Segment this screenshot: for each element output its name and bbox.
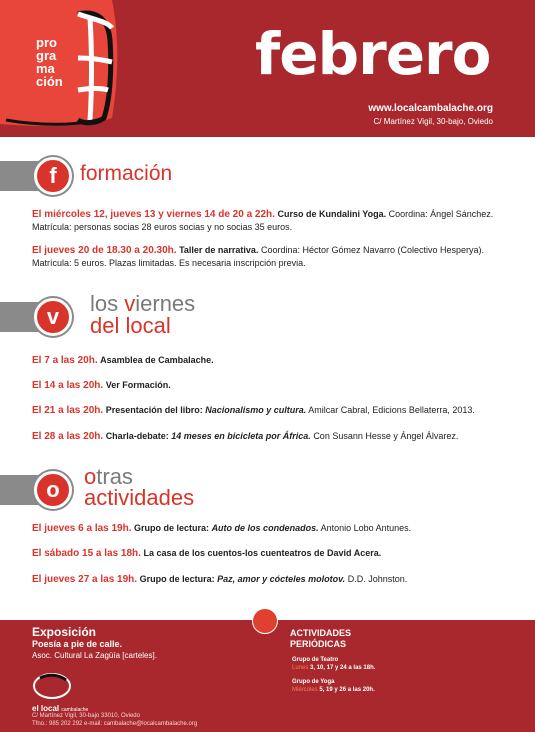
title-part: iernes — [135, 291, 196, 316]
event-details: Amilcar Cabral, Edicions Bellaterra, 2013. — [308, 405, 475, 415]
actividades-periodicas-title — [290, 628, 351, 650]
event-work-title: 14 meses en bicicleta por África. — [171, 431, 311, 441]
viernes-item — [32, 404, 512, 417]
el-local-name — [32, 704, 88, 713]
otras-title-line2: actividades — [84, 485, 195, 510]
schedule-dates: 3, 10, 17 y 24 a las 18h. — [310, 665, 376, 671]
event-date: El 14 a las 20h. — [32, 380, 104, 391]
header-banner — [0, 0, 535, 137]
prog-line: gra — [36, 48, 57, 63]
event-work-title: Nacionalismo y cultura. — [205, 405, 307, 415]
schedule-day: Lunes — [292, 665, 309, 671]
formacion-title: formación — [80, 162, 173, 185]
event-details: Coordina: Héctor Gómez Navarro (Colectivo Hesperya). Matrícula: 5 euros. Plazas limitadas. Es necesaria inscripción previa. — [32, 245, 485, 268]
exposicion-organizer: Asoc. Cultural La Zagüía [carteles]. — [32, 651, 157, 660]
formacion-item — [32, 208, 512, 234]
title-line: PERIÓDICAS — [290, 639, 347, 649]
title-part: tras — [96, 464, 133, 489]
formacion-badge: f — [34, 157, 72, 195]
event-title: Curso de Kundalini Yoga. — [277, 209, 387, 219]
local-tag: cambalache — [61, 707, 89, 713]
viernes-badge: v — [34, 298, 72, 336]
local-address: C/ Martínez Vigil, 30-bajo 33010, Oviedo — [32, 713, 140, 719]
teatro-schedule — [292, 665, 375, 671]
website-link[interactable]: www.localcambalache.org — [368, 103, 493, 114]
event-details: Antonio Lobo Antunes. — [320, 523, 412, 533]
prog-line: ción — [36, 74, 63, 89]
event-title: Asamblea de Cambalache. — [100, 355, 214, 365]
local-contact: Tfno.: 985 202 292 e-mail: cambalache@localcambalache.org — [32, 721, 198, 727]
otras-item — [32, 547, 512, 560]
title-line: ACTIVIDADES — [290, 628, 352, 638]
otras-item — [32, 573, 512, 586]
otras-item — [32, 522, 512, 535]
el-local-logo-icon — [30, 668, 74, 702]
event-title: Taller de narrativa. — [179, 245, 259, 255]
event-date: El jueves 20 de 18.30 a 20.30h. — [32, 245, 177, 256]
event-date: El 21 a las 20h. — [32, 405, 104, 416]
viernes-item — [32, 379, 512, 392]
header-address: C/ Martínez Vigil, 30-bajo, Oviedo — [373, 117, 493, 126]
viernes-item — [32, 430, 512, 443]
formacion-item — [32, 244, 512, 270]
event-date: El 28 a las 20h. — [32, 431, 104, 442]
title-part: los — [90, 291, 125, 316]
event-title: Presentación del libro: — [105, 405, 203, 415]
local-name-text: el local — [32, 704, 60, 713]
exposicion-title: Exposición — [32, 625, 97, 639]
section-formacion-header — [0, 157, 535, 197]
title-part: v — [124, 291, 136, 316]
event-details: D.D. Johnston. — [347, 574, 408, 584]
teatro-label: Grupo de Teatro — [292, 657, 339, 663]
viernes-item — [32, 354, 512, 367]
yoga-label: Grupo de Yoga — [292, 679, 335, 685]
programacion-text — [36, 36, 63, 88]
event-title: Grupo de lectura: — [139, 574, 215, 584]
prog-line: pro — [36, 35, 57, 50]
event-title: Ver Formación. — [105, 380, 171, 390]
viernes-title-line2: del local — [90, 313, 171, 338]
programacion-logo — [0, 0, 125, 137]
section-otras-header — [0, 465, 535, 515]
event-work-title: Paz, amor y cócteles molotov. — [217, 574, 346, 584]
event-details: Coordina: Ángel Sánchez. Matrícula: personas socias 28 euros socias y no socias 35 euros. — [32, 209, 494, 232]
prog-line: ma — [36, 61, 55, 76]
event-title: La casa de los cuentos-los cuenteatros de David Acera. — [143, 548, 382, 558]
event-date: El jueves 6 a las 19h. — [32, 523, 132, 534]
event-details: Con Susann Hesse y Ángel Álvarez. — [313, 431, 459, 441]
schedule-dates: 5, 19 y 26 a las 20h. — [319, 687, 375, 693]
event-date: El jueves 27 a las 19h. — [32, 574, 138, 585]
yoga-schedule — [292, 687, 375, 693]
section-viernes-header — [0, 292, 535, 342]
month-title: febrero — [255, 20, 491, 88]
event-work-title: Auto de los condenados. — [211, 523, 319, 533]
event-date: El miércoles 12, jueves 13 y viernes 14 de 20 a 22h. — [32, 209, 275, 220]
otras-badge: o — [34, 471, 72, 509]
event-date: El sábado 15 a las 18h. — [32, 548, 141, 559]
event-date: El 7 a las 20h. — [32, 355, 98, 366]
event-title: Charla-debate: — [105, 431, 169, 441]
title-part: o — [84, 464, 97, 489]
footer-circle-decoration — [252, 608, 278, 634]
schedule-day: Miércoles — [292, 687, 318, 693]
event-title: Grupo de lectura: — [134, 523, 210, 533]
exposicion-subtitle: Poesía a pie de calle. — [32, 639, 123, 649]
